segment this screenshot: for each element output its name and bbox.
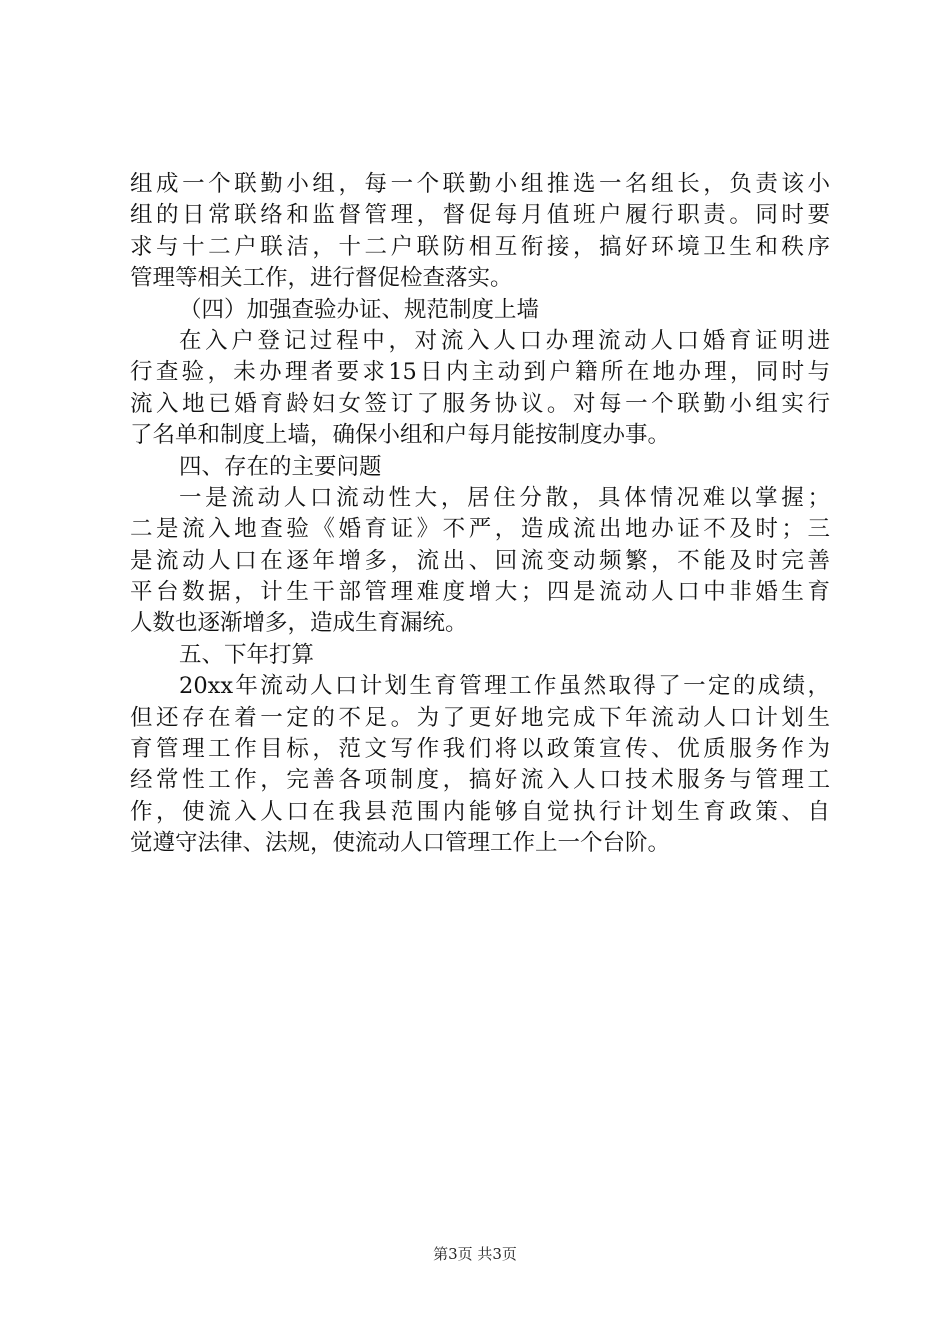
paragraph-line: 行查验，未办理者要求15日内主动到户籍所在地办理，同时与 <box>130 359 830 386</box>
paragraph-line: 流入地已婚育龄妇女签订了服务协议。对每一个联勤小组实行 <box>130 390 830 417</box>
paragraph-line: 人数也逐渐增多，造成生育漏统。 <box>130 610 468 637</box>
paragraph-line: 管理等相关工作，进行督促检查落实。 <box>130 265 513 292</box>
paragraph-line: 在入户登记过程中，对流入人口办理流动人口婚育证明进 <box>179 327 830 354</box>
document-body <box>130 169 830 860</box>
paragraph-line: 二是流入地查验《婚育证》不严，造成流出地办证不及时；三 <box>130 516 830 543</box>
paragraph-line: 组的日常联络和监督管理，督促每月值班户履行职责。同时要 <box>130 202 830 229</box>
paragraph-line: 求与十二户联洁，十二户联防相互衔接，搞好环境卫生和秩序 <box>130 233 830 260</box>
paragraph-line: 觉遵守法律、法规，使流动人口管理工作上一个台阶。 <box>130 830 671 857</box>
paragraph-line: 但还存在着一定的不足。为了更好地完成下年流动人口计划生 <box>130 704 830 731</box>
paragraph-line: 组成一个联勤小组，每一个联勤小组推选一名组长，负责该小 <box>130 171 830 197</box>
paragraph-line: 经常性工作，完善各项制度，搞好流入人口技术服务与管理工 <box>130 767 830 794</box>
paragraph-line: 育管理工作目标，范文写作我们将以政策宣传、优质服务作为 <box>130 736 830 763</box>
paragraph-line: 20xx年流动人口计划生育管理工作虽然取得了一定的成绩， <box>179 673 830 700</box>
paragraph-line: 了名单和制度上墙，确保小组和户每月能按制度办事。 <box>130 422 671 449</box>
paragraph-line: 是流动人口在逐年增多，流出、回流变动频繁，不能及时完善 <box>130 547 830 574</box>
section-heading: 四、存在的主要问题 <box>179 453 382 480</box>
paragraph-line: 作，使流入人口在我县范围内能够自觉执行计划生育政策、自 <box>130 798 830 825</box>
section-heading: 五、下年打算 <box>179 641 315 668</box>
page-footer: 第3页 共3页 <box>433 1245 517 1263</box>
paragraph-line: 一是流动人口流动性大，居住分散，具体情况难以掌握； <box>179 484 830 511</box>
section-heading: （四）加强查验办证、规范制度上墙 <box>179 296 540 323</box>
paragraph-line: 平台数据，计生干部管理难度增大；四是流动人口中非婚生育 <box>130 579 830 606</box>
